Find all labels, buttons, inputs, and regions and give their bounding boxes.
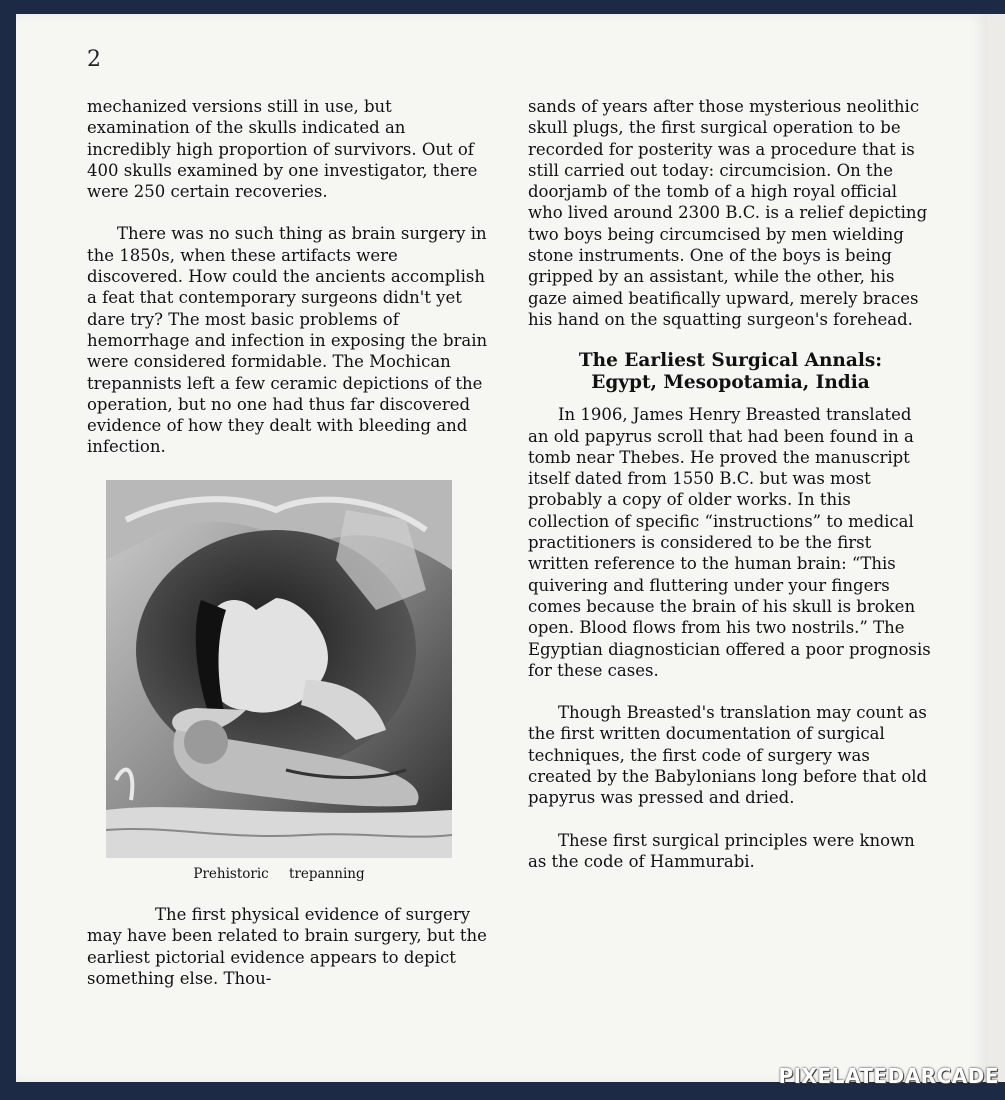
right-paragraph-4: These first surgical principles were known as the code of Hammurabi. xyxy=(528,830,915,871)
left-paragraph-1: mechanized versions still in use, but examination of the skulls indicated an incredibly high proportion of survivors. Out of 400 skulls examined by one investigator, there were 250 certain recoveries. xyxy=(87,97,478,202)
right-paragraph-3: Though Breasted's translation may count as the first written documentation of surgical techniques, the first code of surgery was created by the Babylonians long before that old papyrus was pressed and dried. xyxy=(528,703,928,808)
right-paragraph-1: sands of years after those mysterious neolithic skull plugs, the first surgical operation to be recorded for posterity was a procedure that is still carried out today: circumcision. On the doorjamb of the tomb of a high royal official who lived around 2300 B.C. is a relief depicting two boys being circumcised by men wielding stone instruments. One of the boys is being gripped by an assistant, while the other, his gaze aimed beatifically upward, merely braces his hand on the squatting surgeon's forehead. xyxy=(528,97,928,329)
left-column xyxy=(87,96,492,458)
section-heading-line-2: Egypt, Mesopotamia, India xyxy=(591,372,870,394)
figure-caption: Prehistoric trepanning xyxy=(193,866,365,882)
right-column xyxy=(528,96,933,872)
left-tail-paragraph: The first physical evidence of surgery may have been related to brain surgery, but the earliest pictorial evidence appears to depict something else. Thou- xyxy=(87,905,487,988)
section-heading-line-1: The Earliest Surgical Annals: xyxy=(578,350,883,372)
illustration-artwork xyxy=(106,480,452,858)
left-tail-column xyxy=(87,904,492,989)
right-paragraph-2: In 1906, James Henry Breasted translated an old papyrus scroll that had been found in a tomb near Thebes. He proved the manuscript itself dated from 1550 B.C. but was most probably a copy of older works. In this collection of specific “instructions” to medical practitioners is considered to be the first written reference to the human brain: “This quivering and fluttering under your fingers comes because the brain of his skull is broken open. Blood flows from his two nostrils.” The Egyptian diagnostician offered a poor prognosis for these cases. xyxy=(528,405,931,680)
prehistoric-trepanning-illustration xyxy=(106,480,452,858)
page-number: 2 xyxy=(87,47,101,72)
section-heading xyxy=(528,350,933,394)
left-paragraph-2: There was no such thing as brain surgery in the 1850s, when these artifacts were discovered. How could the ancients accomplish a feat that contemporary surgeons didn't yet dare try? The most basic problems of hemorrhage and infection in exposing the brain were considered formidable. The Mochican trepannists left a few ceramic depictions of the operation, but no one had thus far discovered evidence of how they dealt with bleeding and infection. xyxy=(87,224,488,457)
watermark-logo: PIXELATEDARCADE xyxy=(778,1064,999,1088)
page-edge xyxy=(988,14,1005,1082)
